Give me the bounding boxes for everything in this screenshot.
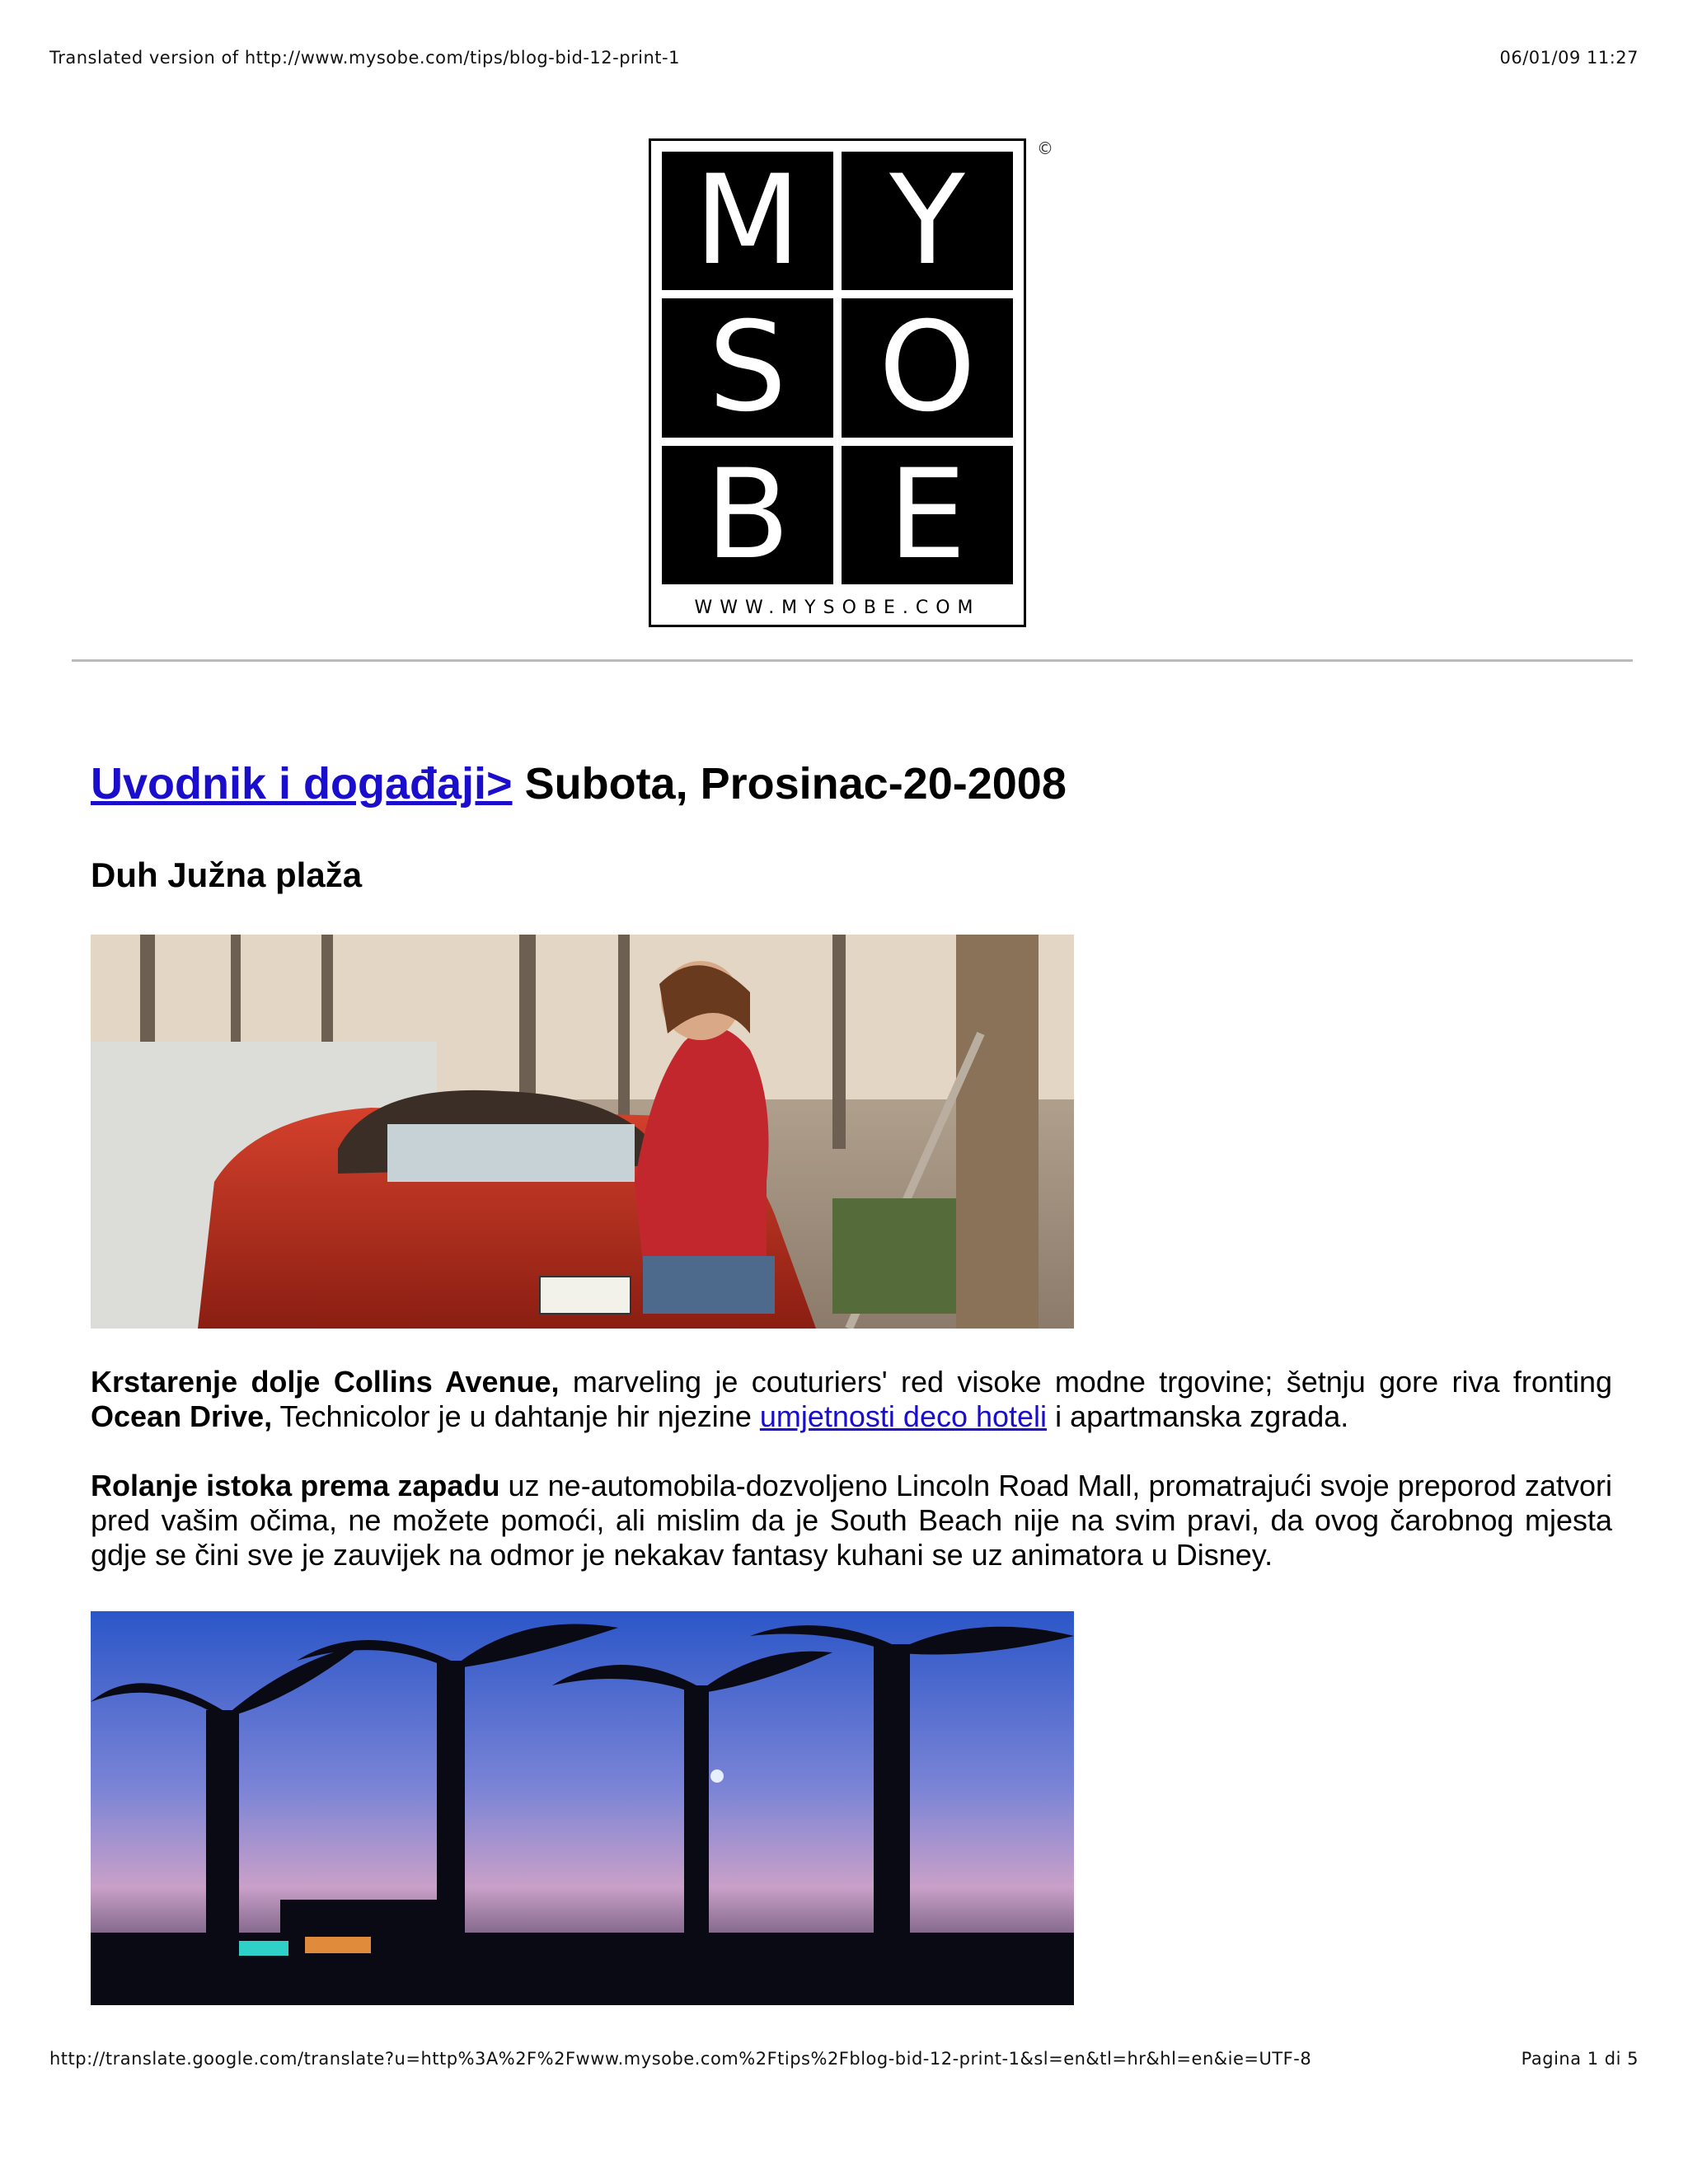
logo-letter-m: M (662, 152, 833, 290)
article-title: Duh Južna plaža (91, 855, 363, 894)
print-header-datetime: 06/01/09 11:27 (1499, 48, 1639, 68)
deco-hotels-link[interactable]: umjetnosti deco hoteli (759, 1399, 1048, 1433)
logo-letter-y: Y (842, 152, 1013, 290)
paragraph-1-text-1: marveling je couturiers' red visoke modne trgovine; šetnju gore riva fronting (559, 1365, 1612, 1399)
print-header-title: Translated version of http://www.mysobe.com/tips/blog-bid-12-print-1 (49, 48, 680, 68)
print-footer (49, 2049, 1639, 2069)
logo-letter-b: B (662, 446, 833, 584)
logo-letter-o: O (842, 298, 1013, 437)
paragraph-1-text-2: Technicolor je u dahtanje hir njezine (272, 1399, 760, 1433)
article-headline (91, 758, 1067, 809)
print-header (49, 48, 1639, 68)
paragraph-1-text-3: i apartmanska zgrada. (1047, 1399, 1349, 1433)
paragraph-2-lead: Rolanje istoka prema zapadu (91, 1469, 500, 1502)
paragraph-2-text: uz ne-automobila-dozvoljeno Lincoln Road Mall, promatrajući svoje preporod zatvori pred vašim očima, ne možete pomoći, ali mislim da je South Beach nije na svim pravi, da ovog čarobnog mjesta gdje se čini sve je zauvijek na odmor je nekakav fantasy kuhani se uz animatora u Disney. (91, 1469, 1612, 1572)
paragraph-1-lead: Krstarenje dolje Collins Avenue, (91, 1365, 560, 1399)
article-date: Subota, Prosinac-20-2008 (524, 759, 1067, 808)
article-photo-palms (91, 1611, 1074, 2005)
photo-street-image (91, 935, 1074, 1329)
print-footer-page: Pagina 1 di 5 (1521, 2049, 1639, 2069)
print-footer-url: http://translate.google.com/translate?u=http%3A%2F%2Fwww.mysobe.com%2Ftips%2Fblog-bid-12-print-1&sl=en&tl=hr&hl=en&ie=UTF-8 (49, 2049, 1312, 2069)
article-photo-street (91, 935, 1074, 1329)
article-paragraph-2 (91, 1469, 1612, 1572)
mysobe-logo[interactable] (649, 138, 1026, 627)
logo-letter-e: E (842, 446, 1013, 584)
header-divider (72, 659, 1633, 662)
copyright-icon: © (1037, 138, 1053, 158)
logo-url: WWW.MYSOBE.COM (694, 598, 981, 618)
paragraph-1-ocean-drive: Ocean Drive, (91, 1399, 273, 1433)
category-link[interactable]: Uvodnik i događaji> (91, 759, 513, 808)
article-paragraph-1 (91, 1365, 1612, 1434)
photo-palms-image (91, 1611, 1074, 2005)
logo-letter-s: S (662, 298, 833, 437)
